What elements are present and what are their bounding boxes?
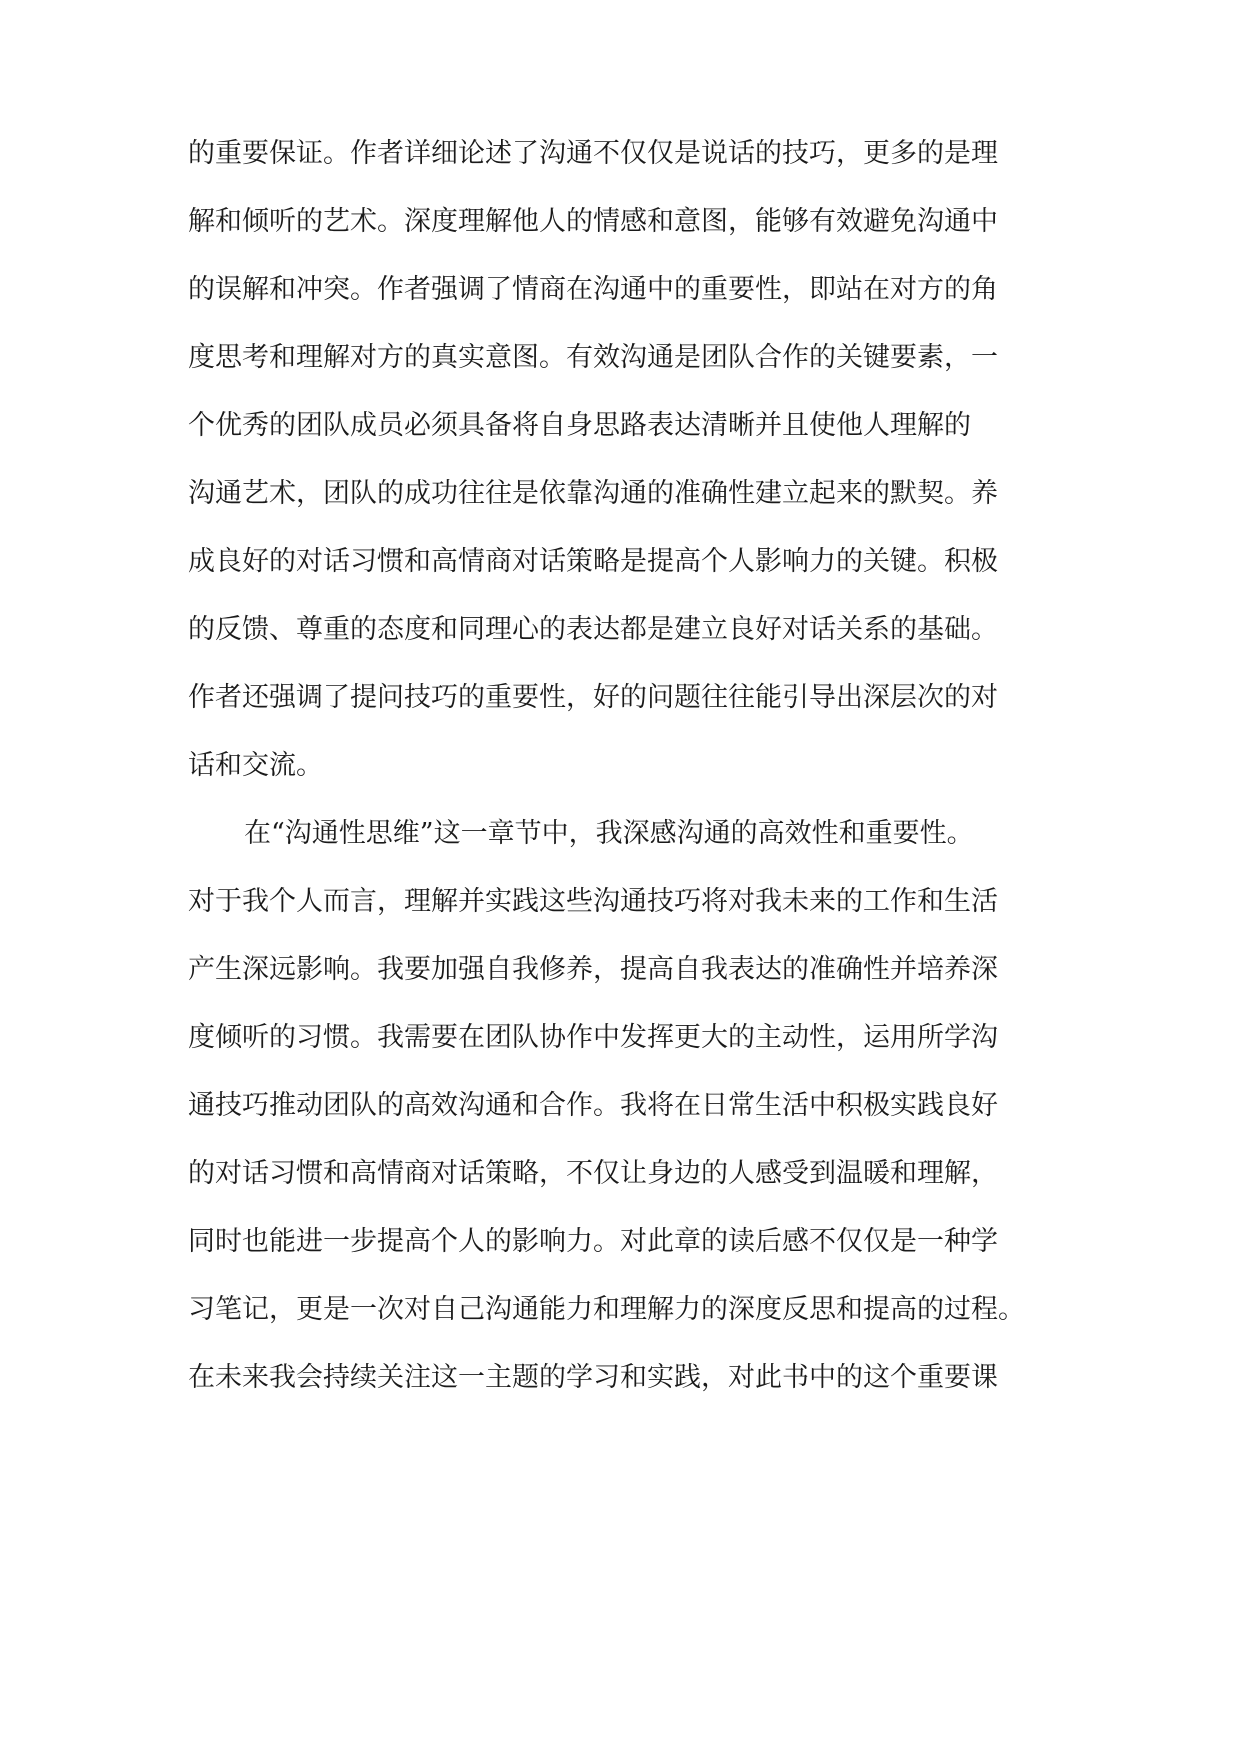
body-text bbox=[188, 0, 1068, 1754]
paragraph-1-line-7: 成良好的对话习惯和高情商对话策略是提高个人影响力的关键。积极 bbox=[188, 546, 998, 577]
paragraph-1-line-1: 的重要保证。作者详细论述了沟通不仅仅是说话的技巧，更多的是理 bbox=[188, 138, 998, 169]
paragraph-1-line-10: 话和交流。 bbox=[188, 750, 323, 781]
paragraph-1-line-8: 的反馈、尊重的态度和同理心的表达都是建立良好对话关系的基础。 bbox=[188, 614, 998, 645]
paragraph-2-line-8: 习笔记，更是一次对自己沟通能力和理解力的深度反思和提高的过程。 bbox=[188, 1294, 1025, 1325]
paragraph-2-line-2: 对于我个人而言，理解并实践这些沟通技巧将对我未来的工作和生活 bbox=[188, 886, 998, 917]
paragraph-1-line-9: 作者还强调了提问技巧的重要性，好的问题往往能引导出深层次的对 bbox=[188, 682, 998, 713]
paragraph-2-line-5: 通技巧推动团队的高效沟通和合作。我将在日常生活中积极实践良好 bbox=[188, 1090, 998, 1121]
paragraph-2-line-6: 的对话习惯和高情商对话策略，不仅让身边的人感受到温暖和理解， bbox=[188, 1158, 998, 1189]
paragraph-2-line-9: 在未来我会持续关注这一主题的学习和实践，对此书中的这个重要课 bbox=[188, 1362, 998, 1393]
paragraph-1-line-4: 度思考和理解对方的真实意图。有效沟通是团队合作的关键要素，一 bbox=[188, 342, 998, 373]
paragraph-1-line-6: 沟通艺术，团队的成功往往是依靠沟通的准确性建立起来的默契。养 bbox=[188, 478, 998, 509]
paragraph-2-line-4: 度倾听的习惯。我需要在团队协作中发挥更大的主动性，运用所学沟 bbox=[188, 1022, 998, 1053]
paragraph-2-line-3: 产生深远影响。我要加强自我修养，提高自我表达的准确性并培养深 bbox=[188, 954, 998, 985]
paragraph-1-line-2: 解和倾听的艺术。深度理解他人的情感和意图，能够有效避免沟通中 bbox=[188, 206, 998, 237]
paragraph-1-line-3: 的误解和冲突。作者强调了情商在沟通中的重要性，即站在对方的角 bbox=[188, 274, 998, 305]
paragraph-2-line-7: 同时也能进一步提高个人的影响力。对此章的读后感不仅仅是一种学 bbox=[188, 1226, 998, 1257]
paragraph-1-line-5: 个优秀的团队成员必须具备将自身思路表达清晰并且使他人理解的 bbox=[188, 410, 971, 441]
paragraph-2-line-1: 在“沟通性思维”这一章节中，我深感沟通的高效性和重要性。 bbox=[244, 818, 974, 849]
